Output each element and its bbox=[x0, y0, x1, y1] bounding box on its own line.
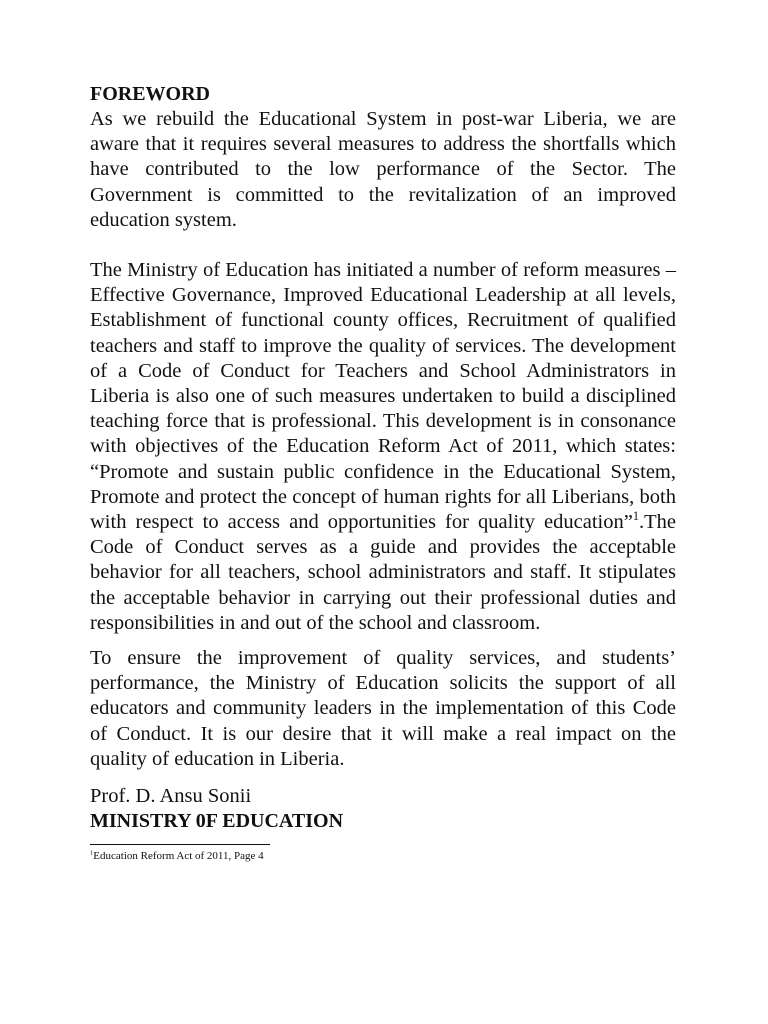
page-title: FOREWORD bbox=[90, 83, 210, 105]
document-page bbox=[90, 82, 676, 863]
paragraph-1: As we rebuild the Educational System in post-war Liberia, we are aware that it requires several measures to address the shortfalls which have contributed to the low performance of the Sector. The Government is committed to the revitalization of an improved education system. bbox=[90, 108, 676, 231]
footnote-marker: 1 bbox=[90, 849, 94, 857]
footnote bbox=[90, 849, 676, 863]
signatory-name: Prof. D. Ansu Sonii bbox=[90, 785, 252, 808]
footnote-divider bbox=[90, 844, 270, 845]
footnote-reference: 1 bbox=[632, 509, 639, 524]
paragraph-2-text-start: The Ministry of Education has initiated a number of reform measures – Effective Governance, Improved Educational Leadership at all levels, Establishment of functional county offices, Recruitment of qualified teachers and staff to improve the quality of services. The development of a Code of Conduct for Teachers and School Administrators in Liberia is also one of such measures undertaken to build a disciplined teaching force that is professional. This development is in consonance with objectives of the Education Reform Act of 2011, which states: “Promote and sustain public confidence in the Educational System, Promote and protect the concept of human rights for all Liberians, both with respect to access and opportunities for quality education” bbox=[90, 259, 676, 534]
signatory-organization: MINISTRY 0F EDUCATION bbox=[90, 810, 344, 833]
footnote-text: Education Reform Act of 2011, Page 4 bbox=[93, 850, 264, 863]
paragraph-3: To ensure the improvement of quality services, and students’ performance, the Ministry of Education solicits the support of all educators and community leaders in the implementation of this Code of Conduct. It is our desire that it will make a real impact on the quality of education in Liberia. bbox=[90, 647, 676, 770]
paragraph-2-text-end: .The Code of Conduct serves as a guide and provides the acceptable behavior for all teachers, school administrators and staff. It stipulates the acceptable behavior in carrying out their professional duties and responsibilities in and out of the school and classroom. bbox=[90, 511, 676, 634]
paragraph-2 bbox=[90, 258, 676, 636]
